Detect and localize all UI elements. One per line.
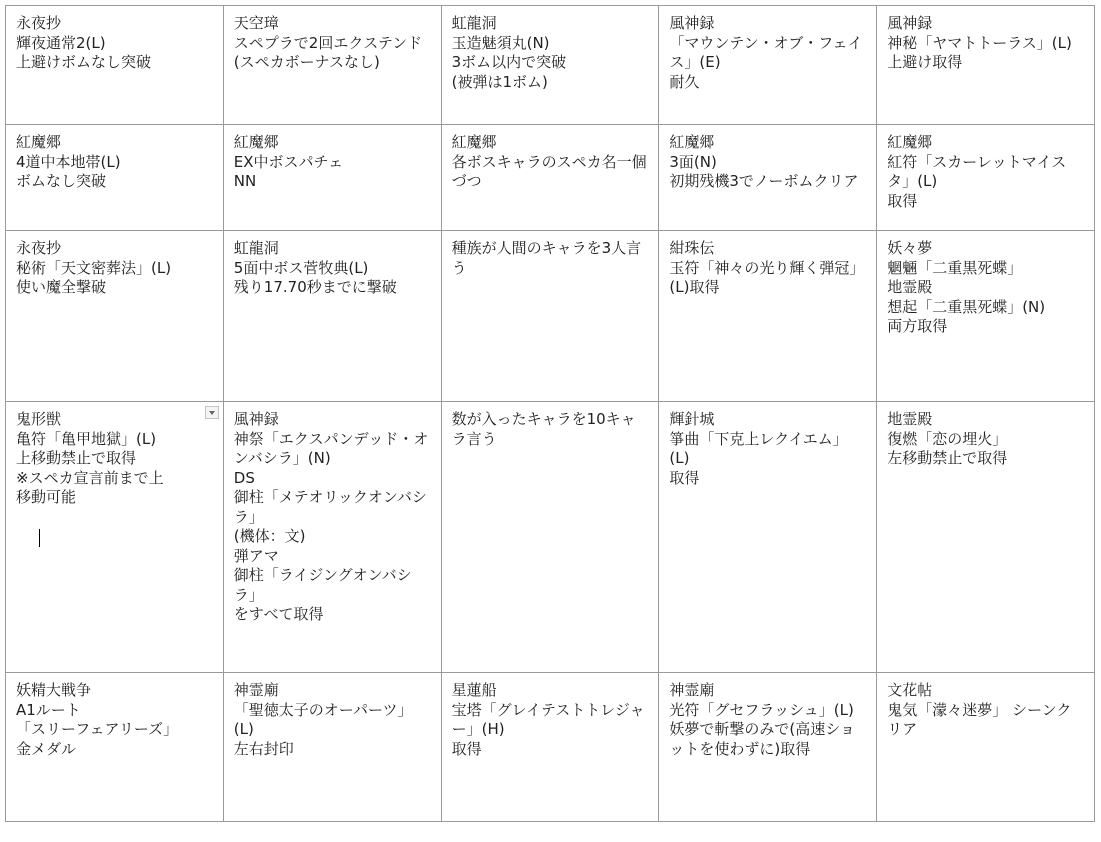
grid-cell[interactable] [223,231,441,402]
grid-cell[interactable] [659,231,877,402]
grid-cell[interactable] [441,125,659,231]
cell-text: 紅魔郷 4道中本地帯(L) ボムなし突破 [16,133,121,190]
grid-cell[interactable] [441,402,659,673]
grid-row [6,6,1095,125]
cell-text: 星蓮船 宝塔「グレイテストトレジャー」(H) 取得 [451,681,645,758]
grid-cell[interactable] [441,673,659,822]
grid-cell[interactable] [877,673,1095,822]
cell-text: 数が入ったキャラを10キャラ言う [451,410,636,448]
grid-cell[interactable] [659,6,877,125]
cell-text: 風神録 神秘「ヤマトトーラス」(L) 上避け取得 [887,14,1072,71]
grid-cell[interactable] [223,673,441,822]
grid-cell[interactable] [6,125,224,231]
cell-text: 鬼形獣 亀符「亀甲地獄」(L) 上移動禁止で取得 ※スペカ宣言前まで上 移動可能 [16,410,164,506]
cell-text: 妖精大戦争 A1ルート 「スリーフェアリーズ」 金メダル [16,681,179,758]
grid-row [6,125,1095,231]
cell-text: 文花帖 鬼気「濛々迷夢」 シーンクリア [887,681,1072,738]
cell-text: 虹龍洞 5面中ボス菅牧典(L) 残り17.70秒までに撃破 [233,239,397,296]
grid-cell[interactable] [6,673,224,822]
cell-text: 妖々夢 魍魎「二重黒死蝶」 地霊殿 想起「二重黒死蝶」(N) 両方取得 [887,239,1046,335]
cell-text: 紅魔郷 各ボスキャラのスペカ名一個づつ [451,133,647,190]
cell-text: 風神録 神祭「エクスパンデッド・オンバシラ」(N) DS 御柱「メテオリックオンバシラ」 (機体：文) 弾アマ 御柱「ライジングオンバシラ」 をすべて取得 [233,410,429,623]
cell-text: 輝針城 箏曲「下克上レクイエム」(L) 取得 [669,410,848,487]
text-cursor [39,529,40,547]
grid-row [6,231,1095,402]
grid-cell[interactable] [877,125,1095,231]
bingo-grid [5,5,1095,822]
grid-cell[interactable] [6,6,224,125]
grid-cell[interactable] [659,402,877,673]
grid-cell[interactable] [659,125,877,231]
cell-text: 地霊殿 復燃「恋の埋火」 左移動禁止で取得 [887,410,1008,467]
grid-cell[interactable] [223,402,441,673]
cell-text: 虹龍洞 玉造魅須丸(N) 3ボム以内で突破 (被弾は1ボム) [451,14,567,91]
grid-cell[interactable] [441,231,659,402]
dropdown-arrow-icon[interactable] [205,406,219,419]
grid-cell[interactable] [877,402,1095,673]
grid-cell[interactable] [6,231,224,402]
cell-text: 永夜抄 秘術「天文密葬法」(L) 使い魔全撃破 [16,239,172,296]
grid-cell[interactable] [877,6,1095,125]
cell-text: 永夜抄 輝夜通常2(L) 上避けボムなし突破 [16,14,152,71]
cell-text: 紅魔郷 3面(N) 初期残機3でノーボムクリア [669,133,859,190]
grid-cell[interactable] [441,6,659,125]
cell-text: 紅魔郷 EX中ボスパチェ NN [233,133,344,190]
cell-text: 紺珠伝 玉符「神々の光り輝く弾冠」(L)取得 [669,239,865,296]
cell-text: 風神録 「マウンテン・オブ・フェイス」(E) 耐久 [669,14,863,91]
cell-text: 種族が人間のキャラを3人言う [451,239,642,277]
grid-cell[interactable] [223,6,441,125]
grid-cell-active[interactable] [6,402,224,673]
cell-text: 神霊廟 光符「グセフラッシュ」(L) 妖夢で斬撃のみで(高速ショットを使わずに)取得 [669,681,855,758]
cell-text: 天空璋 スペプラで2回エクステンド (スペカボーナスなし) [233,14,423,71]
cell-text: 紅魔郷 紅符「スカーレットマイスタ」(L) 取得 [887,133,1067,210]
grid-cell[interactable] [223,125,441,231]
grid-cell[interactable] [659,673,877,822]
grid-cell[interactable] [877,231,1095,402]
cell-text: 神霊廟 「聖徳太子のオーパーツ」(L) 左右封印 [233,681,413,758]
grid-row [6,673,1095,822]
grid-row [6,402,1095,673]
